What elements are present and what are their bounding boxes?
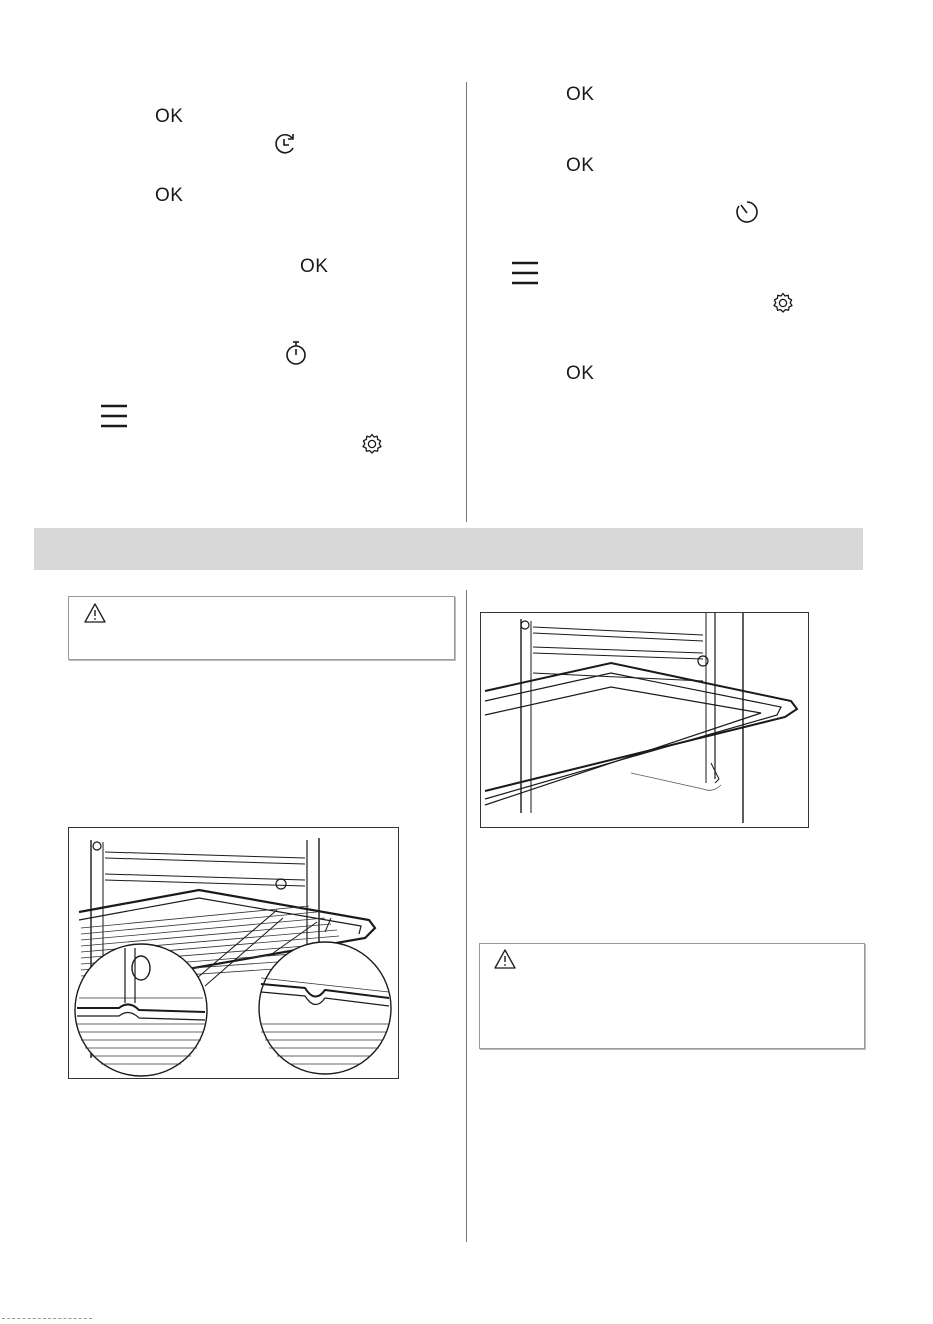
settings-icon: [361, 433, 383, 455]
ok-symbol-6: OK: [566, 363, 595, 384]
wire-shelf-figure: [68, 827, 399, 1079]
timer-icon: [284, 340, 308, 366]
ok-symbol-5: OK: [566, 155, 595, 176]
settings-icon-right: [772, 292, 794, 314]
tray-figure: [480, 612, 809, 828]
section-heading-band: [34, 528, 863, 570]
minute-minder-icon: [734, 199, 760, 225]
ok-symbol-3: OK: [300, 256, 329, 277]
warning-box-bottom: [479, 943, 865, 1049]
column-divider-bottom: [466, 590, 467, 1242]
ok-symbol-4: OK: [566, 84, 595, 105]
warning-icon: [83, 602, 107, 624]
ok-symbol-1: OK: [155, 106, 184, 127]
column-divider-top: [466, 82, 467, 522]
end-time-icon: [272, 131, 298, 157]
warning-icon-2: [493, 948, 517, 970]
menu-icon: [100, 403, 128, 429]
page-edge-mark: [2, 1318, 92, 1322]
baking-tray-insertion-illustration: [481, 613, 808, 827]
ok-symbol-2: OK: [155, 185, 184, 206]
menu-icon-right: [511, 260, 539, 286]
wire-shelf-insertion-illustration: [69, 828, 398, 1078]
warning-box-top: [68, 596, 455, 660]
